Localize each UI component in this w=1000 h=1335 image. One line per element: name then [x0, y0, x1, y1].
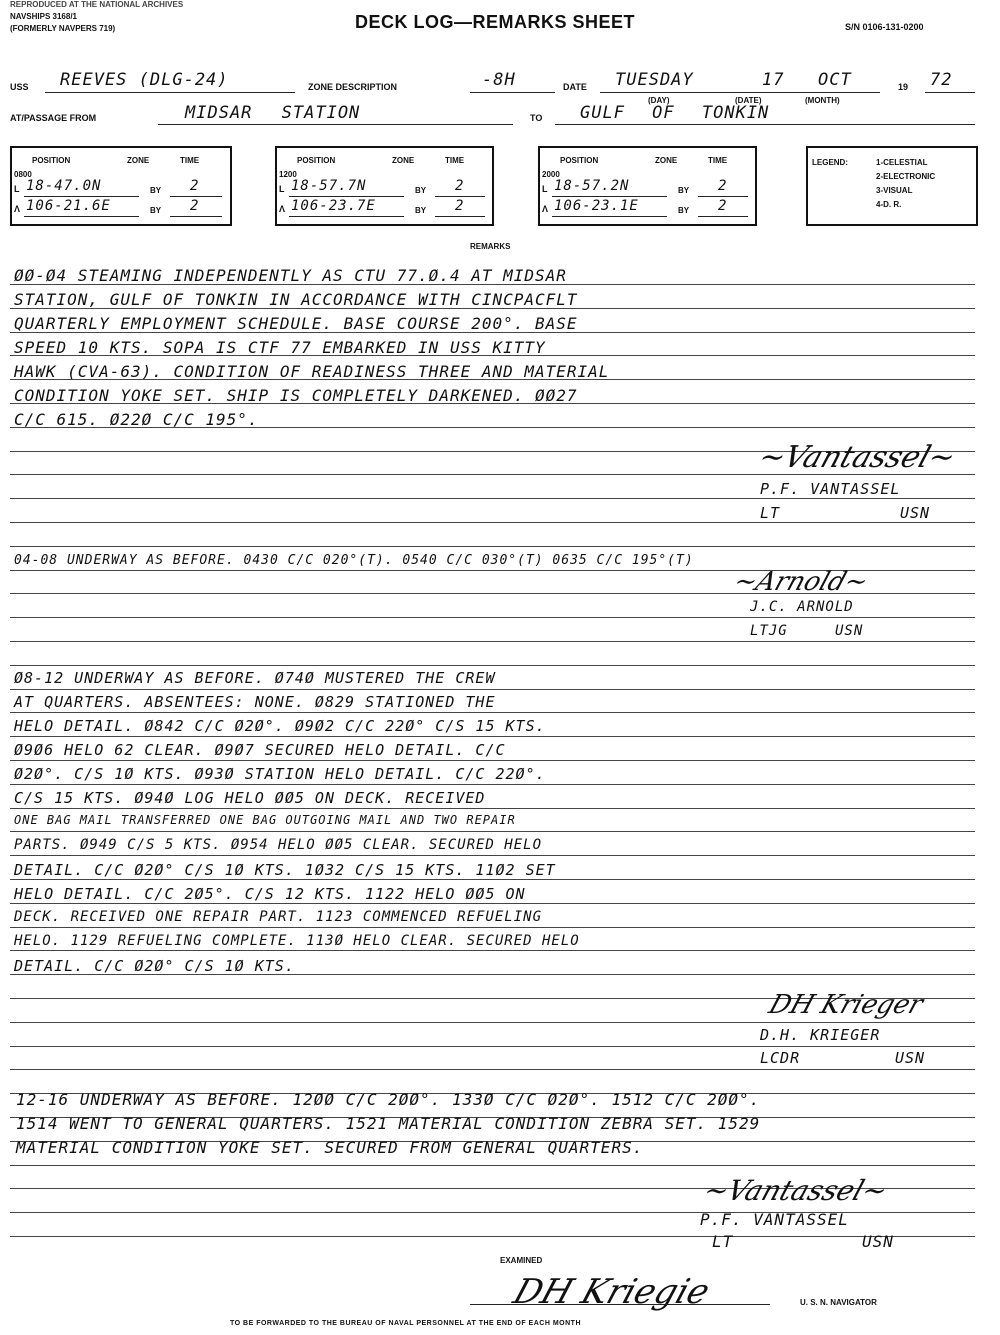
- remark-line: AT QUARTERS. ABSENTEES: NONE. Ø829 STATIONED THE: [14, 693, 496, 711]
- ruled-line: [10, 831, 975, 832]
- remark-line: Ø2Ø°. C/S 1Ø KTS. Ø93Ø STATION HELO DETAIL. C/C 22Ø°.: [14, 765, 546, 783]
- ruled-line: [10, 784, 975, 785]
- month-value: OCT: [818, 70, 852, 90]
- ruled-line: [10, 950, 975, 951]
- month-caption: (MONTH): [805, 96, 840, 105]
- signer-rank: LT: [712, 1232, 734, 1251]
- date-value: 17: [762, 70, 785, 90]
- uss-label: USS: [10, 82, 29, 92]
- signer-rank: LT: [760, 504, 781, 522]
- position-box-1200: POSITION ZONE TIME 1200 L 18-57.7N BY 2 Λ 106-23.7E BY 2: [275, 146, 494, 226]
- remark-line: C/S 15 KTS. Ø94Ø LOG HELO ØØ5 ON DECK. RECEIVED: [14, 789, 486, 807]
- ruled-line: [10, 927, 975, 928]
- latitude: 18-57.7N: [291, 178, 367, 194]
- ruled-line: [10, 736, 975, 737]
- ruled-line: [10, 689, 975, 690]
- legend-item: 1-CELESTIAL: [876, 158, 928, 167]
- signer-service: USN: [900, 504, 931, 522]
- remark-line: STATION, GULF OF TONKIN IN ACCORDANCE WITH CINCPACFLT: [14, 290, 578, 309]
- remark-line: DETAIL. C/C Ø2Ø° C/S 1Ø KTS. 1Ø32 C/S 15 KTS. 11Ø2 SET: [14, 861, 556, 879]
- remark-line: Ø9Ø6 HELO 62 CLEAR. Ø9Ø7 SECURED HELO DETAIL. C/C: [14, 741, 506, 759]
- signature-arnold: ~Arnold~: [730, 567, 873, 597]
- signer-rank: LCDR: [760, 1049, 801, 1067]
- remark-line: 04-08 UNDERWAY AS BEFORE. 0430 C/C 020°(T). 0540 C/C 030°(T) 0635 C/C 195°(T): [14, 553, 694, 568]
- formerly-note: (FORMERLY NAVPERS 719): [10, 24, 116, 33]
- zone-value: -8H: [482, 70, 516, 90]
- ruled-line: [10, 1022, 975, 1023]
- passage-from-value: MIDSAR STATION: [185, 103, 361, 123]
- remark-line: PARTS. Ø949 C/S 5 KTS. Ø954 HELO ØØ5 CLEAR. SECURED HELO: [14, 837, 543, 853]
- remark-line: CONDITION YOKE SET. SHIP IS COMPLETELY DARKENED. ØØ27: [14, 386, 578, 405]
- signer-name: P.F. VANTASSEL: [760, 480, 901, 498]
- signature-examiner: DH Kriegie: [508, 1272, 715, 1312]
- ruled-line: [10, 498, 975, 499]
- uss-value: REEVES (DLG-24): [60, 70, 229, 90]
- remark-line: HELO DETAIL. C/C 2Ø5°. C/S 12 KTS. 1122 HELO ØØ5 ON: [14, 885, 526, 903]
- longitude: 106-23.7E: [291, 198, 376, 214]
- signer-service: USN: [895, 1049, 926, 1067]
- remark-line: HELO. 1129 REFUELING COMPLETE. 113Ø HELO CLEAR. SECURED HELO: [14, 933, 580, 949]
- remark-line: 12-16 UNDERWAY AS BEFORE. 12ØØ C/C 2ØØ°. 133Ø C/C Ø2Ø°. 1512 C/C 2ØØ°.: [16, 1090, 761, 1109]
- date-caption: (DATE): [735, 96, 762, 105]
- ruled-line: [10, 712, 975, 713]
- remark-line: DETAIL. C/C Ø2Ø° C/S 1Ø KTS.: [14, 957, 295, 975]
- signer-name: J.C. ARNOLD: [750, 599, 854, 615]
- day-value: TUESDAY: [615, 70, 694, 90]
- remark-line: C/C 615. Ø22Ø C/C 195°.: [14, 410, 259, 429]
- legend-item: 2-ELECTRONIC: [876, 172, 936, 181]
- remarks-heading: REMARKS: [470, 242, 511, 251]
- ruled-line: [10, 760, 975, 761]
- ruled-line: [10, 808, 975, 809]
- remark-line: DECK. RECEIVED ONE REPAIR PART. 1123 COMMENCED REFUELING: [14, 909, 543, 925]
- position-box-0800: POSITION ZONE TIME 0800 L 18-47.0N BY 2 Λ 106-21.6E BY 2: [10, 146, 232, 226]
- remark-line: ØØ-Ø4 STEAMING INDEPENDENTLY AS CTU 77.Ø.4 AT MIDSAR: [14, 266, 567, 285]
- position-box-2000: POSITION ZONE TIME 2000 L 18-57.2N BY 2 Λ 106-23.1E BY 2: [538, 146, 757, 226]
- remark-line: HELO DETAIL. Ø842 C/C Ø2Ø°. Ø9Ø2 C/C 22Ø° C/S 15 KTS.: [14, 717, 546, 735]
- page-title: DECK LOG—REMARKS SHEET: [355, 12, 636, 32]
- legend-item: 3-VISUAL: [876, 186, 913, 195]
- remark-line: QUARTERLY EMPLOYMENT SCHEDULE. BASE COURSE 200°. BASE: [14, 314, 578, 333]
- remark-line: ONE BAG MAIL TRANSFERRED ONE BAG OUTGOING MAIL AND TWO REPAIR: [14, 813, 516, 827]
- remark-line: SPEED 10 KTS. SOPA IS CTF 77 EMBARKED IN USS KITTY: [14, 338, 546, 357]
- year-prefix: 19: [898, 82, 909, 92]
- signer-name: P.F. VANTASSEL: [700, 1210, 849, 1229]
- ruled-line: [10, 903, 975, 904]
- day-caption: (DAY): [648, 96, 670, 105]
- examined-label: EXAMINED: [500, 1256, 543, 1265]
- remark-line: Ø8-12 UNDERWAY AS BEFORE. Ø74Ø MUSTERED THE CREW: [14, 669, 496, 687]
- year-value: 72: [930, 70, 953, 90]
- remark-line: HAWK (CVA-63). CONDITION OF READINESS THREE AND MATERIAL: [14, 362, 610, 381]
- stock-number: S/N 0106-131-0200: [845, 22, 924, 32]
- ruled-line: [10, 617, 975, 618]
- date-label: DATE: [563, 82, 587, 92]
- zone-label: ZONE DESCRIPTION: [308, 82, 398, 92]
- position-time: 0800: [14, 170, 32, 179]
- passage-to-label: TO: [530, 113, 543, 123]
- ruled-line: [10, 1046, 975, 1047]
- legend-label: LEGEND:: [812, 158, 848, 167]
- form-number: NAVSHIPS 3168/1: [10, 12, 77, 21]
- ruled-line: [10, 1236, 975, 1237]
- ruled-line: [10, 1069, 975, 1070]
- archive-note: REPRODUCED AT THE NATIONAL ARCHIVES: [10, 0, 184, 9]
- legend-item: 4-D. R.: [876, 200, 902, 209]
- legend-box: [806, 146, 978, 226]
- position-time: 2000: [542, 170, 560, 179]
- latitude: 18-47.0N: [26, 178, 102, 194]
- signer-service: USN: [862, 1232, 894, 1251]
- navigator-label: U. S. N. NAVIGATOR: [800, 1298, 877, 1307]
- signature-vantassel: ~Vantassel~: [699, 1174, 892, 1207]
- ruled-line: [10, 855, 975, 856]
- signature-krieger: DH Krieger: [765, 990, 927, 1020]
- ruled-line: [10, 665, 975, 666]
- latitude: 18-57.2N: [554, 178, 630, 194]
- longitude: 106-21.6E: [26, 198, 111, 214]
- signer-rank: LTJG: [750, 623, 788, 639]
- ruled-line: [10, 546, 975, 547]
- ruled-line: [10, 879, 975, 880]
- signer-name: D.H. KRIEGER: [760, 1026, 881, 1044]
- remark-line: 1514 WENT TO GENERAL QUARTERS. 1521 MATERIAL CONDITION ZEBRA SET. 1529: [16, 1114, 761, 1133]
- longitude: 106-23.1E: [554, 198, 639, 214]
- remark-line: MATERIAL CONDITION YOKE SET. SECURED FROM GENERAL QUARTERS.: [16, 1138, 644, 1157]
- ruled-line: [10, 522, 975, 523]
- passage-to-value: GULF OF TONKIN: [580, 103, 770, 123]
- ruled-line: [10, 1165, 975, 1166]
- position-time: 1200: [279, 170, 297, 179]
- signer-service: USN: [835, 623, 864, 639]
- signature-vantassel: ~Vantassel~: [754, 440, 961, 475]
- ruled-line: [10, 641, 975, 642]
- forward-note: TO BE FORWARDED TO THE BUREAU OF NAVAL PERSONNEL AT THE END OF EACH MONTH: [230, 1320, 581, 1327]
- passage-from-label: AT/PASSAGE FROM: [10, 113, 97, 123]
